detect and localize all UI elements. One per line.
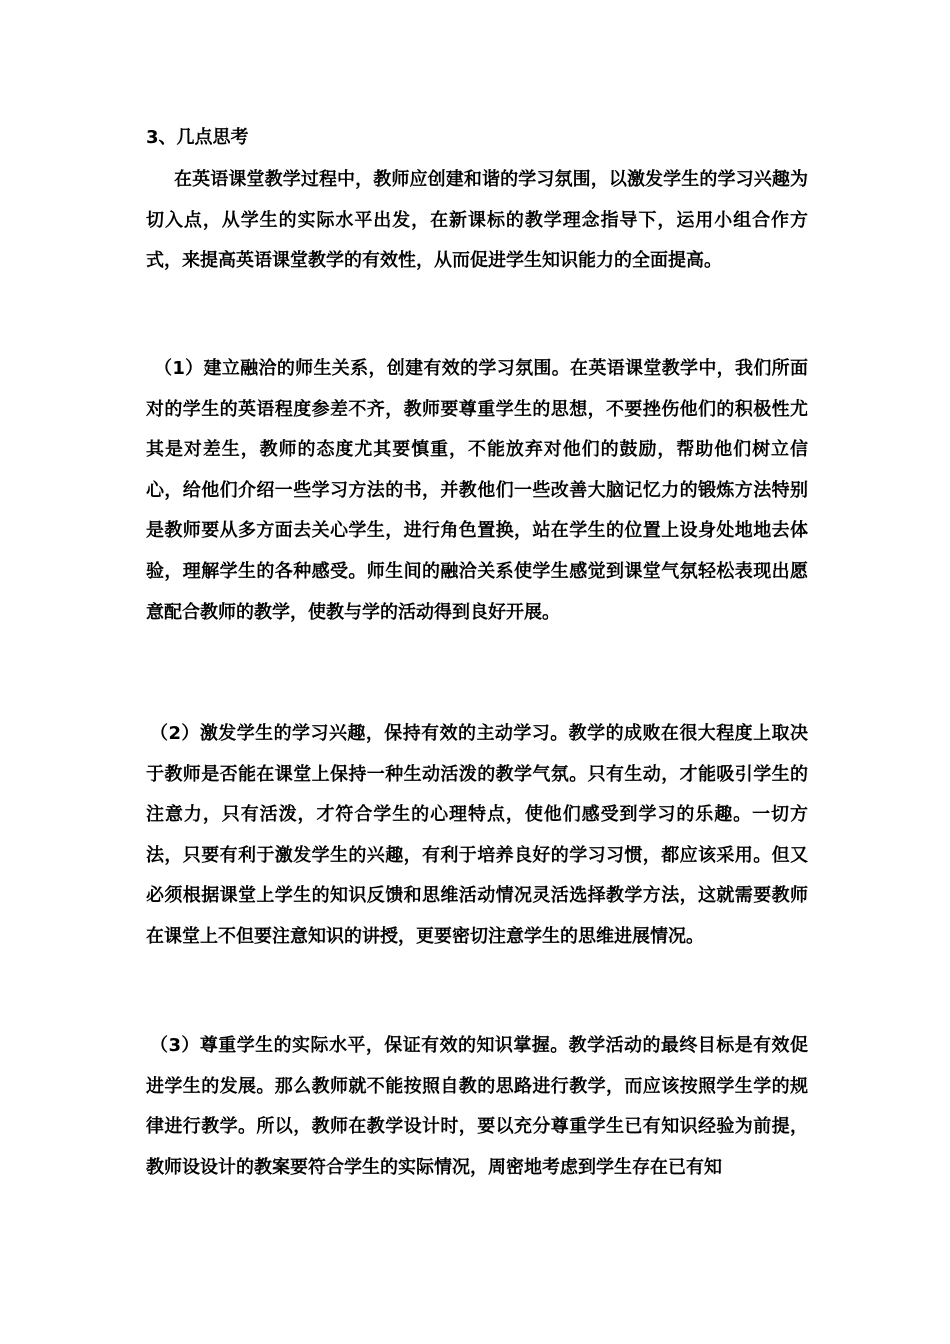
section-heading: 3、几点思考 [146,127,249,148]
paragraph-point-1: （1）建立融洽的师生关系，创建有效的学习氛围。在英语课堂教学中，我们所面对的学生的英语程度参差不齐，教师要尊重学生的思想，不要挫伤他们的积极性尤其是对差生，教师的态度尤其要慎重，不能放弃对他们的鼓励，帮助他们树立信心，给他们介绍一些学习方法的书，并教他们一些改善大脑记忆力的锻炼方法特别是教师要从多方面去关心学生，进行角色置换，站在学生的位置上设身处地地去体验，理解学生的各种感受。师生间的融洽关系使学生感觉到课堂气氛轻松表现出愿意配合教师的教学，使教与学的活动得到良好开展。 [146,358,808,623]
paragraph-point-2: （2）激发学生的学习兴趣，保持有效的主动学习。教学的成败在很大程度上取决于教师是否能在课堂上保持一种生动活泼的教学气氛。只有生动，才能吸引学生的注意力，只有活泼，才符合学生的心理特点，使他们感受到学习的乐趣。一切方法，只要有利于激发学生的兴趣，有利于培养良好的学习习惯，都应该采用。但又必须根据课堂上学生的知识反馈和思维活动情况灵活选择教学方法，这就需要教师在课堂上不但要注意知识的讲授，更要密切注意学生的思维进展情况。 [146,723,808,947]
paragraph-intro: 在英语课堂教学过程中，教师应创建和谐的学习氛围，以激发学生的学习兴趣为切入点，从学生的实际水平出发，在新课标的教学理念指导下，运用小组合作方式，来提高英语课堂教学的有效性，从而促进学生知识能力的全面提高。 [146,169,808,272]
paragraph-point-3: （3）尊重学生的实际水平，保证有效的知识掌握。教学活动的最终目标是有效促进学生的发展。那么教师就不能按照自教的思路进行教学，而应该按照学生学的规律进行教学。所以，教师在教学设计时，要以充分尊重学生已有知识经验为前提，教师设设计的教案要符合学生的实际情况，周密地考虑到学生存在已有知 [146,1035,808,1178]
